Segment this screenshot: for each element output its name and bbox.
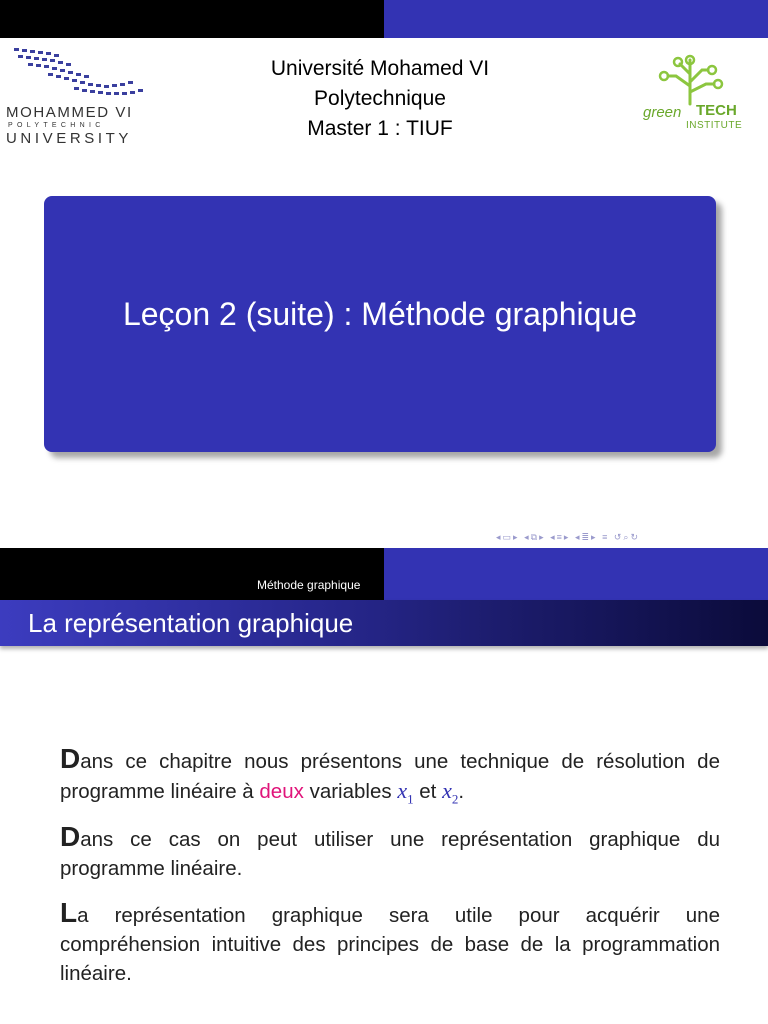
paragraph-2	[60, 822, 720, 883]
institution-header	[180, 54, 580, 144]
header-line2: Polytechnique	[314, 87, 446, 110]
headline-bar-left	[0, 548, 384, 600]
header-line3: Master 1 : TIUF	[307, 117, 453, 140]
text-span: variables	[303, 780, 398, 803]
highlight-word: deux	[259, 780, 304, 803]
text-span: et	[413, 780, 443, 803]
nav-next-icon[interactable]: ▸	[539, 532, 546, 542]
text-span: ans ce chapitre nous présentons une technique de résolution de programme linéaire à	[60, 750, 720, 803]
frame-title: La représentation graphique	[28, 608, 354, 638]
nav-appendix-icon[interactable]: ≡	[602, 532, 610, 542]
nav-next-icon[interactable]: ▸	[591, 532, 598, 542]
nav-back-icon[interactable]: ↺	[613, 532, 624, 542]
greentech-logo-tech: TECH	[696, 102, 737, 119]
greentech-logo-green: green	[643, 104, 682, 121]
drop-letter: L	[60, 897, 78, 928]
nav-next-icon[interactable]: ▸	[563, 532, 571, 542]
beamer-navigation-symbols[interactable]	[496, 532, 766, 546]
variable-subscript: 1	[407, 791, 414, 807]
top-bar-right	[384, 0, 768, 38]
text-span: .	[458, 780, 465, 803]
top-bar	[0, 0, 768, 38]
nav-document-icon[interactable]: ≣	[581, 532, 592, 542]
nav-prev-icon[interactable]: ◂	[574, 532, 582, 542]
nav-subsection-icon[interactable]: ⧉	[530, 532, 540, 542]
university-logo-line1: MOHAMMED VI	[6, 104, 133, 121]
nav-frame-icon[interactable]: ▭	[502, 532, 514, 542]
nav-section-icon[interactable]: ≡	[556, 532, 564, 542]
drop-letter: D	[60, 743, 81, 774]
text-span: a représentation graphique sera utile pour acquérir une compréhension intuitive des principes de base de la programmation linéaire.	[60, 904, 720, 985]
nav-prev-icon[interactable]: ◂	[524, 532, 531, 542]
variable-x2	[442, 778, 459, 807]
circuit-tree-icon	[640, 54, 750, 106]
headline-bar-right	[384, 548, 768, 600]
headline-bar	[0, 548, 768, 600]
content-slide	[0, 548, 768, 1024]
paragraph-3	[60, 898, 720, 988]
nav-prev-icon[interactable]: ◂	[550, 532, 557, 542]
university-logo	[4, 44, 148, 147]
nav-forward-icon[interactable]: ↻	[630, 532, 640, 542]
text-span: ans ce cas on peut utiliser une représentation graphique du programme linéaire.	[60, 828, 720, 880]
presentation-title: Leçon 2 (suite) : Méthode graphique	[122, 296, 638, 332]
greentech-logo-institute: INSTITUTE	[686, 120, 743, 131]
university-logo-line3: UNIVERSITY	[6, 130, 133, 147]
greentech-logo	[640, 54, 750, 136]
header-line1: Université Mohamed VI	[270, 57, 490, 80]
university-logo-line2: POLYTECHNIC	[8, 122, 105, 129]
variable-subscript: 2	[451, 791, 459, 807]
drop-letter: D	[60, 821, 81, 852]
top-bar-left	[0, 0, 384, 38]
nav-next-icon[interactable]: ▸	[513, 532, 520, 542]
section-name: Méthode graphique	[257, 578, 361, 592]
variable-symbol: x	[397, 778, 408, 803]
nav-prev-icon[interactable]: ◂	[496, 532, 503, 542]
frame-title-bar	[0, 600, 768, 646]
nav-search-icon[interactable]: ⌕	[623, 532, 631, 542]
paragraph-1	[60, 744, 720, 813]
university-logo-graphic	[4, 44, 148, 104]
variable-symbol: x	[442, 778, 452, 803]
variable-x1	[397, 778, 414, 807]
title-block	[44, 196, 716, 452]
